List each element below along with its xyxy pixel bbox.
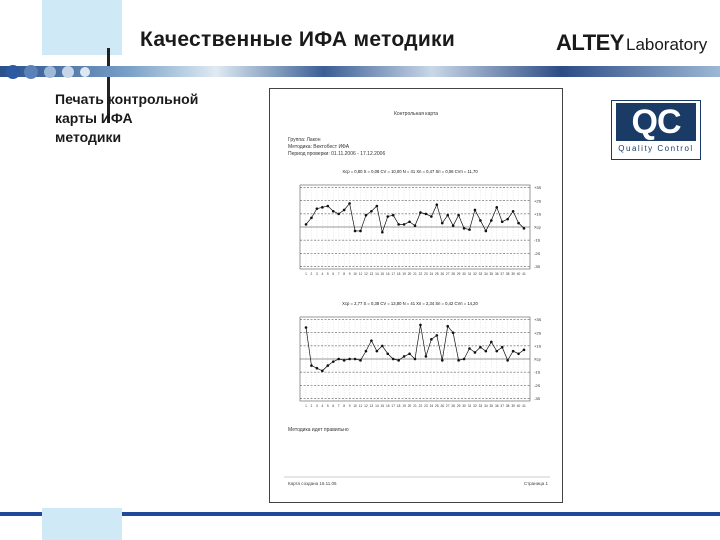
chart-2-point [512, 350, 515, 353]
chart-2-point [495, 350, 498, 353]
chart-2-sigma-label: +3S [534, 317, 542, 323]
qc-logo [611, 100, 701, 160]
chart-1-point [441, 222, 444, 225]
chart-2-point [343, 359, 346, 362]
chart-2-point [419, 324, 422, 327]
chart-2-point [506, 359, 509, 362]
chart-1-sigma-label: +1S [534, 211, 542, 217]
chart-1-x-tick: 1 [305, 272, 307, 276]
chart-2-x-tick: 21 [413, 404, 417, 408]
chart-2-point [436, 334, 439, 337]
chart-2-x-tick: 18 [396, 404, 401, 408]
chart-1-x-tick: 32 [473, 272, 477, 276]
chart-2-point [403, 355, 406, 358]
chart-2-point [463, 358, 466, 361]
chart-1-x-tick: 25 [435, 272, 439, 276]
chart-2-sigma-label: -1S [534, 369, 541, 375]
doc-bottom-left: Карта создана 16.11.06 [288, 481, 337, 486]
chart-2-point [414, 358, 417, 361]
chart-1-point [463, 227, 466, 230]
chart-2-x-tick: 13 [369, 404, 374, 408]
chart-1-x-tick: 2 [310, 272, 313, 276]
doc-footer-label: Методика идет правильно [288, 427, 349, 433]
chart-2-point [337, 358, 340, 361]
chart-1-point [501, 220, 504, 223]
chart-1-x-tick: 7 [337, 272, 340, 276]
chart-2-point [479, 346, 482, 349]
chart-1-point [337, 213, 340, 216]
band-dot-1 [6, 65, 20, 79]
chart-2-x-tick: 30 [462, 404, 466, 408]
chart-2-x-tick: 37 [500, 404, 504, 408]
chart-1-x-tick: 3 [316, 272, 318, 276]
chart-1-x-tick: 10 [353, 272, 357, 276]
chart-1-x-tick: 31 [467, 272, 472, 276]
chart-2-point [468, 347, 471, 350]
chart-1-point [408, 220, 411, 223]
chart-2-sigma-label: -3S [534, 395, 541, 401]
slide-title: Качественные ИФА методики [140, 28, 456, 51]
chart-2-x-tick: 2 [310, 404, 313, 408]
control-chart-1 [300, 169, 542, 276]
doc-header: Контрольная карта [393, 111, 439, 117]
chart-2-sigma-label: +1S [534, 343, 542, 349]
chart-2-point [517, 352, 520, 355]
chart-2-sigma-label: -2S [534, 382, 541, 388]
chart-2-x-tick: 11 [358, 404, 363, 408]
chart-2-x-tick: 22 [418, 404, 423, 408]
chart-1-point [305, 223, 308, 226]
chart-1-x-tick: 16 [385, 272, 390, 276]
chart-2-x-tick: 23 [424, 404, 428, 408]
chart-2-point [359, 359, 362, 362]
chart-2-sigma-label: Xср [534, 356, 541, 362]
chart-1-x-tick: 6 [332, 272, 335, 276]
chart-2-x-tick: 27 [445, 404, 450, 408]
chart-1-x-tick: 37 [500, 272, 504, 276]
chart-1-point [386, 215, 389, 218]
band-dot-3 [44, 66, 56, 78]
chart-1-point [392, 214, 395, 217]
band-dot-4 [62, 66, 74, 78]
chart-2-x-tick: 34 [484, 404, 488, 408]
control-chart-printout [269, 88, 563, 503]
chart-2-point [523, 349, 526, 352]
chart-1-x-tick: 35 [489, 272, 494, 276]
chart-1-x-tick: 26 [440, 272, 445, 276]
chart-1-point [517, 222, 520, 225]
chart-1-point [495, 206, 498, 209]
chart-2-x-tick: 14 [375, 404, 379, 408]
chart-1-x-tick: 41 [522, 272, 526, 276]
chart-2-point [446, 325, 449, 328]
chart-2-x-tick: 6 [332, 404, 335, 408]
doc-bottom-right: Страница 1 [523, 481, 548, 486]
chart-1-x-tick: 14 [375, 272, 379, 276]
chart-2-x-tick: 24 [429, 404, 434, 408]
chart-2-point [327, 364, 330, 367]
band-dot-5 [80, 67, 90, 77]
chart-2-x-tick: 15 [380, 404, 385, 408]
chart-1-x-tick: 9 [348, 272, 351, 276]
bottom-accent-block [42, 508, 122, 540]
chart-1-point [321, 206, 324, 209]
chart-2-point [321, 370, 324, 373]
chart-1-point [474, 209, 477, 212]
chart-1-x-tick: 34 [484, 272, 488, 276]
chart-2-sigma-label: +2S [534, 330, 542, 336]
chart-1-x-tick: 23 [424, 272, 428, 276]
control-chart-2 [300, 301, 542, 408]
chart-1-point [479, 219, 482, 222]
chart-2-x-tick: 38 [505, 404, 510, 408]
chart-1-sigma-label: -3S [534, 263, 541, 269]
chart-2-x-tick: 7 [337, 404, 340, 408]
chart-1-point [512, 210, 515, 213]
chart-2-point [457, 359, 460, 362]
altey-logo [556, 30, 707, 56]
chart-1-x-tick: 27 [445, 272, 450, 276]
chart-2-x-tick: 19 [402, 404, 406, 408]
chart-1-point [354, 230, 357, 233]
chart-2-x-tick: 39 [511, 404, 515, 408]
chart-2-point [332, 360, 335, 363]
chart-1-x-tick: 30 [462, 272, 466, 276]
chart-1-point [523, 227, 526, 230]
chart-1-point [397, 223, 400, 226]
chart-2-x-tick: 32 [473, 404, 477, 408]
chart-1-point [370, 210, 373, 213]
chart-1-x-tick: 4 [321, 272, 324, 276]
chart-1-point [327, 205, 330, 208]
chart-1-x-tick: 24 [429, 272, 434, 276]
chart-1-point [310, 217, 313, 220]
chart-2-x-tick: 8 [343, 404, 346, 408]
chart-1-point [348, 202, 351, 205]
chart-2-point [485, 350, 488, 353]
chart-1-sigma-label: +3S [534, 185, 542, 191]
chart-1-point [414, 224, 417, 227]
chart-2-x-tick: 25 [435, 404, 439, 408]
chart-2-x-tick: 36 [494, 404, 499, 408]
chart-1-sigma-label: Xср [534, 224, 541, 230]
chart-2-x-tick: 29 [456, 404, 461, 408]
chart-1-point [430, 215, 433, 218]
chart-1-x-tick: 19 [402, 272, 406, 276]
chart-1-x-tick: 8 [343, 272, 346, 276]
chart-2-point [441, 359, 444, 362]
chart-1-point [468, 228, 471, 231]
chart-1-point [485, 230, 488, 233]
chart-2-x-tick: 4 [321, 404, 324, 408]
brand-name-bold: ALTEY [556, 30, 624, 55]
chart-2-point [305, 326, 308, 329]
chart-1-x-tick: 28 [451, 272, 455, 276]
chart-2-point [310, 364, 313, 367]
chart-1-point [343, 209, 346, 212]
chart-1-x-tick: 39 [511, 272, 515, 276]
chart-2-x-tick: 17 [391, 404, 395, 408]
band-dot-2 [24, 65, 38, 79]
chart-2-point [452, 331, 455, 334]
chart-2-point [397, 359, 400, 362]
chart-1-point [316, 207, 319, 210]
chart-1-title: Xср = 0,80 S = 0,08 CV = 10,00 N = 41 Xп = 0,47 Sп = 0,06 CVп = 11,70 [342, 169, 478, 174]
chart-1-point [403, 223, 406, 226]
chart-1-sigma-label: +2S [534, 198, 542, 204]
chart-2-point [370, 339, 373, 342]
chart-1-x-tick: 38 [505, 272, 510, 276]
chart-1-point [376, 205, 379, 208]
chart-2-point [381, 345, 384, 348]
chart-1-x-tick: 11 [358, 272, 363, 276]
chart-2-point [365, 350, 368, 353]
doc-field-1: Группа: Лакон [288, 137, 321, 143]
chart-1-point [365, 214, 368, 217]
slide-subtitle: Печать контрольной карты ИФА методики [55, 91, 199, 145]
qc-logo-letters: QC [616, 103, 696, 141]
chart-2-point [474, 351, 477, 354]
top-accent-block [42, 0, 122, 55]
chart-1-point [506, 218, 509, 221]
chart-1-sigma-label: -2S [534, 250, 541, 256]
chart-2-point [354, 358, 357, 361]
chart-1-x-tick: 40 [516, 272, 521, 276]
chart-2-point [501, 346, 504, 349]
chart-1-x-tick: 15 [380, 272, 385, 276]
chart-2-point [430, 338, 433, 341]
chart-2-point [408, 352, 411, 355]
chart-1-x-tick: 5 [326, 272, 329, 276]
chart-2-point [386, 352, 389, 355]
chart-1-point [446, 214, 449, 217]
chart-2-x-tick: 5 [326, 404, 329, 408]
chart-2-x-tick: 16 [385, 404, 390, 408]
chart-1-x-tick: 20 [407, 272, 412, 276]
chart-1-point [425, 213, 428, 216]
chart-1-sigma-label: -1S [534, 237, 541, 243]
chart-2-point [348, 358, 351, 361]
chart-1-point [457, 214, 460, 217]
chart-1-x-tick: 17 [391, 272, 395, 276]
chart-2-x-tick: 1 [305, 404, 307, 408]
chart-1-point [436, 203, 439, 206]
chart-2-x-tick: 20 [407, 404, 412, 408]
chart-1-x-tick: 36 [494, 272, 499, 276]
chart-2-x-tick: 10 [353, 404, 357, 408]
doc-field-3: Период проверки: 01.11.2006 - 17.12.2006 [288, 151, 386, 157]
qc-logo-caption: Quality Control [618, 144, 694, 153]
chart-2-point [425, 355, 428, 358]
chart-2-point [316, 367, 319, 370]
chart-2-point [376, 350, 379, 353]
chart-2-x-tick: 31 [467, 404, 472, 408]
doc-field-2: Методика: Вектобест ИФА [288, 144, 350, 150]
brand-name-light: Laboratory [625, 35, 708, 54]
chart-1-point [452, 224, 455, 227]
chart-1-x-tick: 21 [413, 272, 417, 276]
chart-2-x-tick: 41 [522, 404, 526, 408]
chart-2-x-tick: 26 [440, 404, 445, 408]
chart-2-x-tick: 40 [516, 404, 521, 408]
chart-2-point [490, 341, 493, 344]
chart-1-point [359, 230, 362, 233]
chart-1-x-tick: 18 [396, 272, 401, 276]
chart-2-x-tick: 28 [451, 404, 455, 408]
chart-2-x-tick: 33 [478, 404, 483, 408]
chart-1-point [490, 219, 493, 222]
chart-2-x-tick: 35 [489, 404, 494, 408]
chart-1-point [419, 211, 422, 214]
decorative-band [0, 66, 720, 77]
chart-2-title: Xср = 2,77 S = 0,38 CV = 13,80 N = 41 Xп = 2,34 Sп = 0,42 CVп = 14,20 [342, 301, 478, 306]
chart-2-x-tick: 3 [316, 404, 318, 408]
chart-1-x-tick: 33 [478, 272, 483, 276]
chart-1-point [332, 210, 335, 213]
chart-2-point [392, 358, 395, 361]
chart-1-x-tick: 29 [456, 272, 461, 276]
printout-canvas [270, 89, 562, 502]
chart-2-x-tick: 9 [348, 404, 351, 408]
chart-1-x-tick: 22 [418, 272, 423, 276]
chart-1-x-tick: 12 [364, 272, 368, 276]
chart-2-x-tick: 12 [364, 404, 368, 408]
chart-1-point [381, 231, 384, 234]
chart-1-x-tick: 13 [369, 272, 374, 276]
